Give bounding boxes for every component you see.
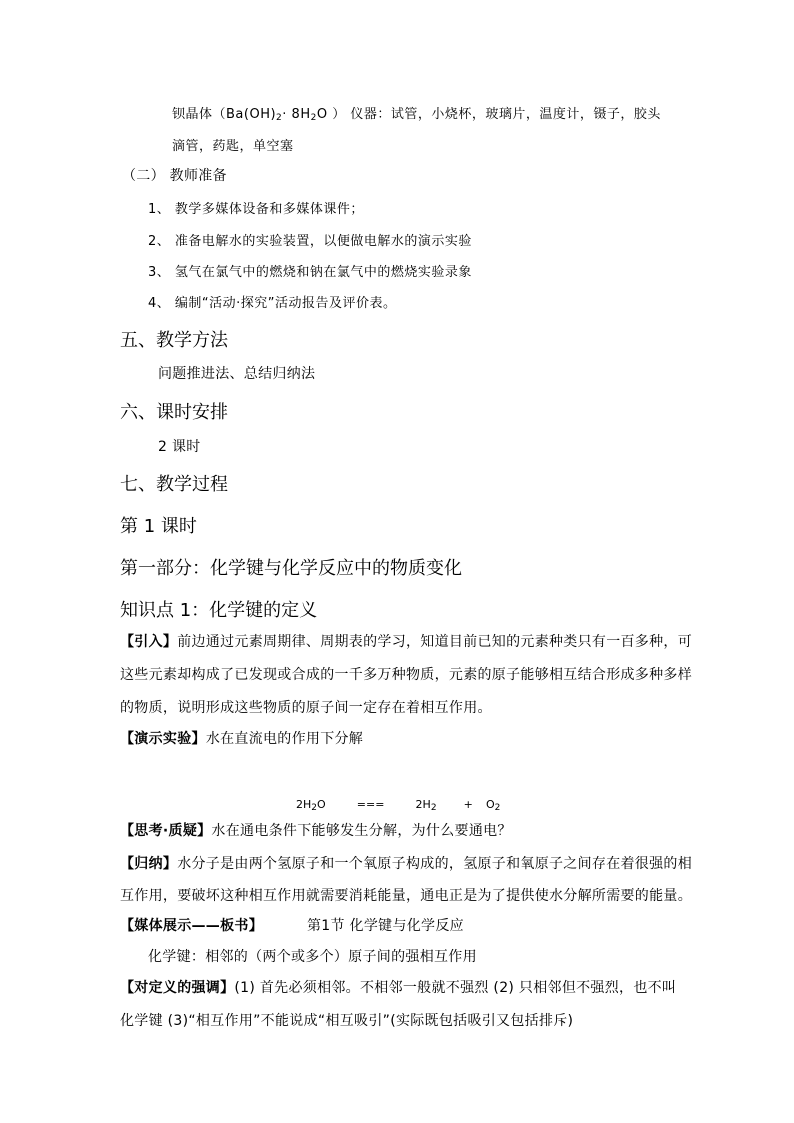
demo-tag: 【演示实验】	[120, 731, 206, 747]
emphasis-line-2: 化学键 (3)“相互作用”不能说成“相互吸引”(实际既包括吸引又包括排斥)	[120, 1013, 574, 1029]
schedule-body: 2 课时	[158, 439, 201, 455]
teacher-prep-heading: （二） 教师准备	[122, 168, 227, 184]
materials-line-1: 钡晶体（$Ba(OH)_2\cdot 8H_2O$ ） 仪器：试管，小烧杯，玻璃片，温度计，镊子，胶头	[172, 107, 661, 123]
equation-plus: +	[463, 798, 473, 811]
summary-tag: 【归纳】	[120, 856, 178, 872]
think-line: 【思考·质疑】水在通电条件下能够发生分解，为什么要通电？	[120, 823, 512, 839]
electrolysis-equation	[296, 793, 500, 812]
board-title: 第1节 化学键与化学反应	[307, 918, 464, 934]
materials-line-2: 滴管，药匙，单空塞	[172, 139, 294, 154]
summary-line-1: 【归纳】水分子是由两个氢原子和一个氧原子构成的，氢原子和氧原子之间存在着很强的相	[120, 856, 693, 872]
teacher-prep-item: 1、 教学多媒体设备和多媒体课件；	[148, 202, 364, 217]
reactant-water: $2H_2O$	[296, 798, 326, 813]
intro-line-2: 这些元素却构成了已发现或合成的一千多万种物质，元素的原子能够相互结合形成多种多样	[120, 667, 692, 683]
definition-line: 化学键：相邻的（两个或多个）原子间的强相互作用	[148, 949, 477, 965]
media-line	[120, 915, 464, 935]
product-hydrogen: $2H_2$	[415, 798, 437, 813]
product-oxygen: $O_2$	[485, 798, 501, 813]
part-title: 第一部分：化学键与化学反应中的物质变化	[120, 558, 462, 579]
media-tag: 【媒体展示——板书】	[120, 918, 263, 934]
equation-arrow: ===	[356, 798, 385, 811]
intro-tag: 【引入】	[120, 634, 178, 650]
teacher-prep-item: 3、 氢气在氯气中的燃烧和钠在氯气中的燃烧实验录象	[148, 265, 472, 280]
think-tag: 【思考·质疑】	[120, 823, 212, 839]
section-heading-schedule: 六、课时安排	[120, 402, 228, 423]
knowledge-point-title: 知识点 1：化学键的定义	[120, 600, 318, 621]
emphasis-tag: 【对定义的强调】	[120, 980, 235, 996]
teacher-prep-item: 2、 准备电解水的实验装置，以便做电解水的演示实验	[148, 234, 472, 249]
methods-body: 问题推进法、总结归纳法	[158, 366, 316, 382]
emphasis-line-1: 【对定义的强调】(1) 首先必须相邻。不相邻一般就不强烈 (2) 只相邻但不强烈，也不叫	[120, 980, 677, 996]
intro-line-3: 的物质，说明形成这些物质的原子间一定存在着相互作用。	[120, 700, 492, 716]
summary-line-2: 互作用，要破坏这种相互作用就需要消耗能量，通电正是为了提供使水分解所需要的能量。	[120, 888, 692, 904]
section-heading-methods: 五、教学方法	[120, 330, 228, 351]
intro-line-1: 【引入】前边通过元素周期律、周期表的学习，知道目前已知的元素种类只有一百多种，可	[120, 634, 693, 650]
demo-line: 【演示实验】水在直流电的作用下分解	[120, 731, 364, 747]
lesson-title: 第 1 课时	[120, 516, 197, 537]
teacher-prep-item: 4、 编制“活动·探究”活动报告及评价表。	[148, 296, 397, 311]
section-heading-process: 七、教学过程	[120, 474, 228, 495]
